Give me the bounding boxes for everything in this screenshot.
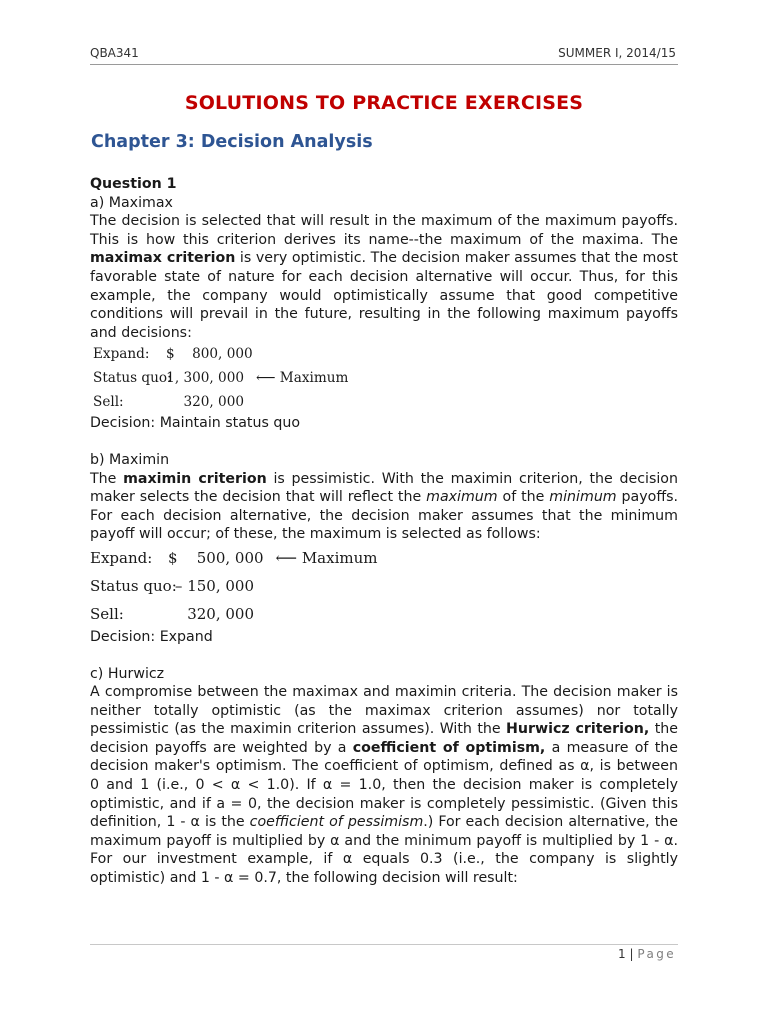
maximin-criterion-term: maximin criterion: [123, 470, 267, 487]
hurwicz-text-4: .) For each decision alternative, the maximum payoff is multiplied by α and the minimum payoff is multiplied by 1 - α. For our investment example, if α equals 0.3 (i.e., the company is slightly optimistic) and 1 - α = 0.7, the following decision will result:: [90, 814, 678, 887]
page-title: SOLUTIONS TO PRACTICE EXERCISES: [184, 92, 584, 114]
payoff-amount: 500, 000: [196, 548, 264, 567]
footer-divider: [90, 944, 678, 945]
page-number: 1: [618, 947, 626, 961]
maximax-text-1: The decision is selected that will result in the maximum of the maximum payoffs. This is how this criterion derives its name--the maximum of the maxima. The: [90, 213, 678, 248]
maximum-marker: ⟵ Maximum: [256, 370, 349, 387]
section-gap: [90, 647, 678, 665]
maximax-decision: Decision: Maintain status quo: [90, 415, 301, 432]
maximin-heading: b) Maximin: [90, 451, 170, 468]
payoff-row-sell: [90, 600, 678, 628]
maximax-heading: a) Maximax: [90, 194, 173, 211]
payoff-amount: 320, 000: [187, 604, 254, 623]
hurwicz-text-3: a measure of the decision maker's optimism. The coefficient of optimism, defined as α, is between 0 and 1 (i.e., 0 < α < 1.0). If α = 1.0, then the decision maker is completely optimistic, and if a = 0, the decision maker is completely pessimistic. (Given this definition, 1 - α is the: [90, 739, 678, 831]
maximin-emphasis-minimum: minimum: [549, 489, 617, 506]
payoff-row-expand: [90, 544, 678, 572]
maximax-payoff-list: [90, 342, 678, 414]
page-word: Page: [637, 947, 676, 961]
payoff-label: Status quo:: [93, 370, 172, 387]
hurwicz-text-2: the decision payoffs are weighted by a: [90, 721, 678, 756]
payoff-row-expand: [93, 342, 678, 366]
maximum-marker: ⟵ Maximum: [275, 548, 378, 567]
document-body: [90, 175, 678, 888]
hurwicz-text-1: A compromise between the maximax and maximin criteria. The decision maker is neither totally optimistic (as the maximax criterion assumes) nor totally pessimistic (as the maximin criterion assumes). With the: [90, 684, 678, 738]
maximax-criterion-term: maximax criterion: [90, 250, 236, 267]
payoff-row-status-quo: [90, 572, 678, 600]
payoff-amount: 1, 300, 000: [166, 370, 244, 387]
maximax-text-2: is very optimistic. The decision maker assumes that the most favorable state of nature for each decision alternative will occur. Thus, for this example, the company would optimistically assume that good competitive conditions will prevail in the future, resulting in the following maximum payoffs and decisions:: [90, 250, 678, 341]
header-divider: [90, 64, 678, 65]
currency-symbol: $: [166, 346, 175, 363]
hurwicz-criterion-term: Hurwicz criterion,: [506, 721, 650, 738]
coefficient-of-optimism-term: coefficient of optimism,: [352, 739, 546, 756]
hurwicz-paragraph: [90, 683, 678, 888]
payoff-label: Expand:: [93, 346, 150, 363]
maximin-decision: Decision: Expand: [90, 628, 213, 645]
maximin-text-1: The: [90, 470, 124, 487]
payoff-amount: 800, 000: [192, 346, 253, 363]
payoff-row-sell: [93, 390, 678, 414]
hurwicz-heading: c) Hurwicz: [90, 665, 165, 682]
question-heading: Question 1: [90, 176, 177, 192]
header-term: SUMMER I, 2014/15: [558, 46, 676, 60]
maximin-text-4: payoffs. For each decision alternative, the decision maker assumes that the minimum payoff will occur; of these, the maximum is selected as follows:: [90, 489, 678, 543]
maximax-paragraph: [90, 212, 678, 342]
payoff-row-status-quo: [93, 366, 678, 390]
header-course: QBA341: [90, 46, 139, 60]
payoff-label: Expand:: [90, 548, 153, 567]
maximin-text-3: of the: [497, 489, 550, 506]
payoff-label: Status quo:: [90, 576, 177, 595]
payoff-label: Sell:: [90, 604, 124, 623]
maximin-payoff-list: [90, 544, 678, 628]
chapter-heading: Chapter 3: Decision Analysis: [91, 132, 373, 152]
currency-symbol: $: [168, 548, 178, 567]
payoff-amount: – 150, 000: [174, 576, 254, 595]
payoff-amount: 320, 000: [183, 394, 244, 411]
section-gap: [90, 433, 678, 451]
payoff-label: Sell:: [93, 394, 124, 411]
maximin-paragraph: [90, 470, 678, 544]
maximin-emphasis-maximum: maximum: [426, 489, 498, 506]
footer-separator: |: [629, 947, 634, 961]
coefficient-of-pessimism-term: coefficient of pessimism: [249, 814, 424, 831]
maximin-text-2: is pessimistic. With the maximin criterion, the decision maker selects the decision that will reflect the: [90, 470, 678, 506]
page-footer: [618, 947, 676, 961]
